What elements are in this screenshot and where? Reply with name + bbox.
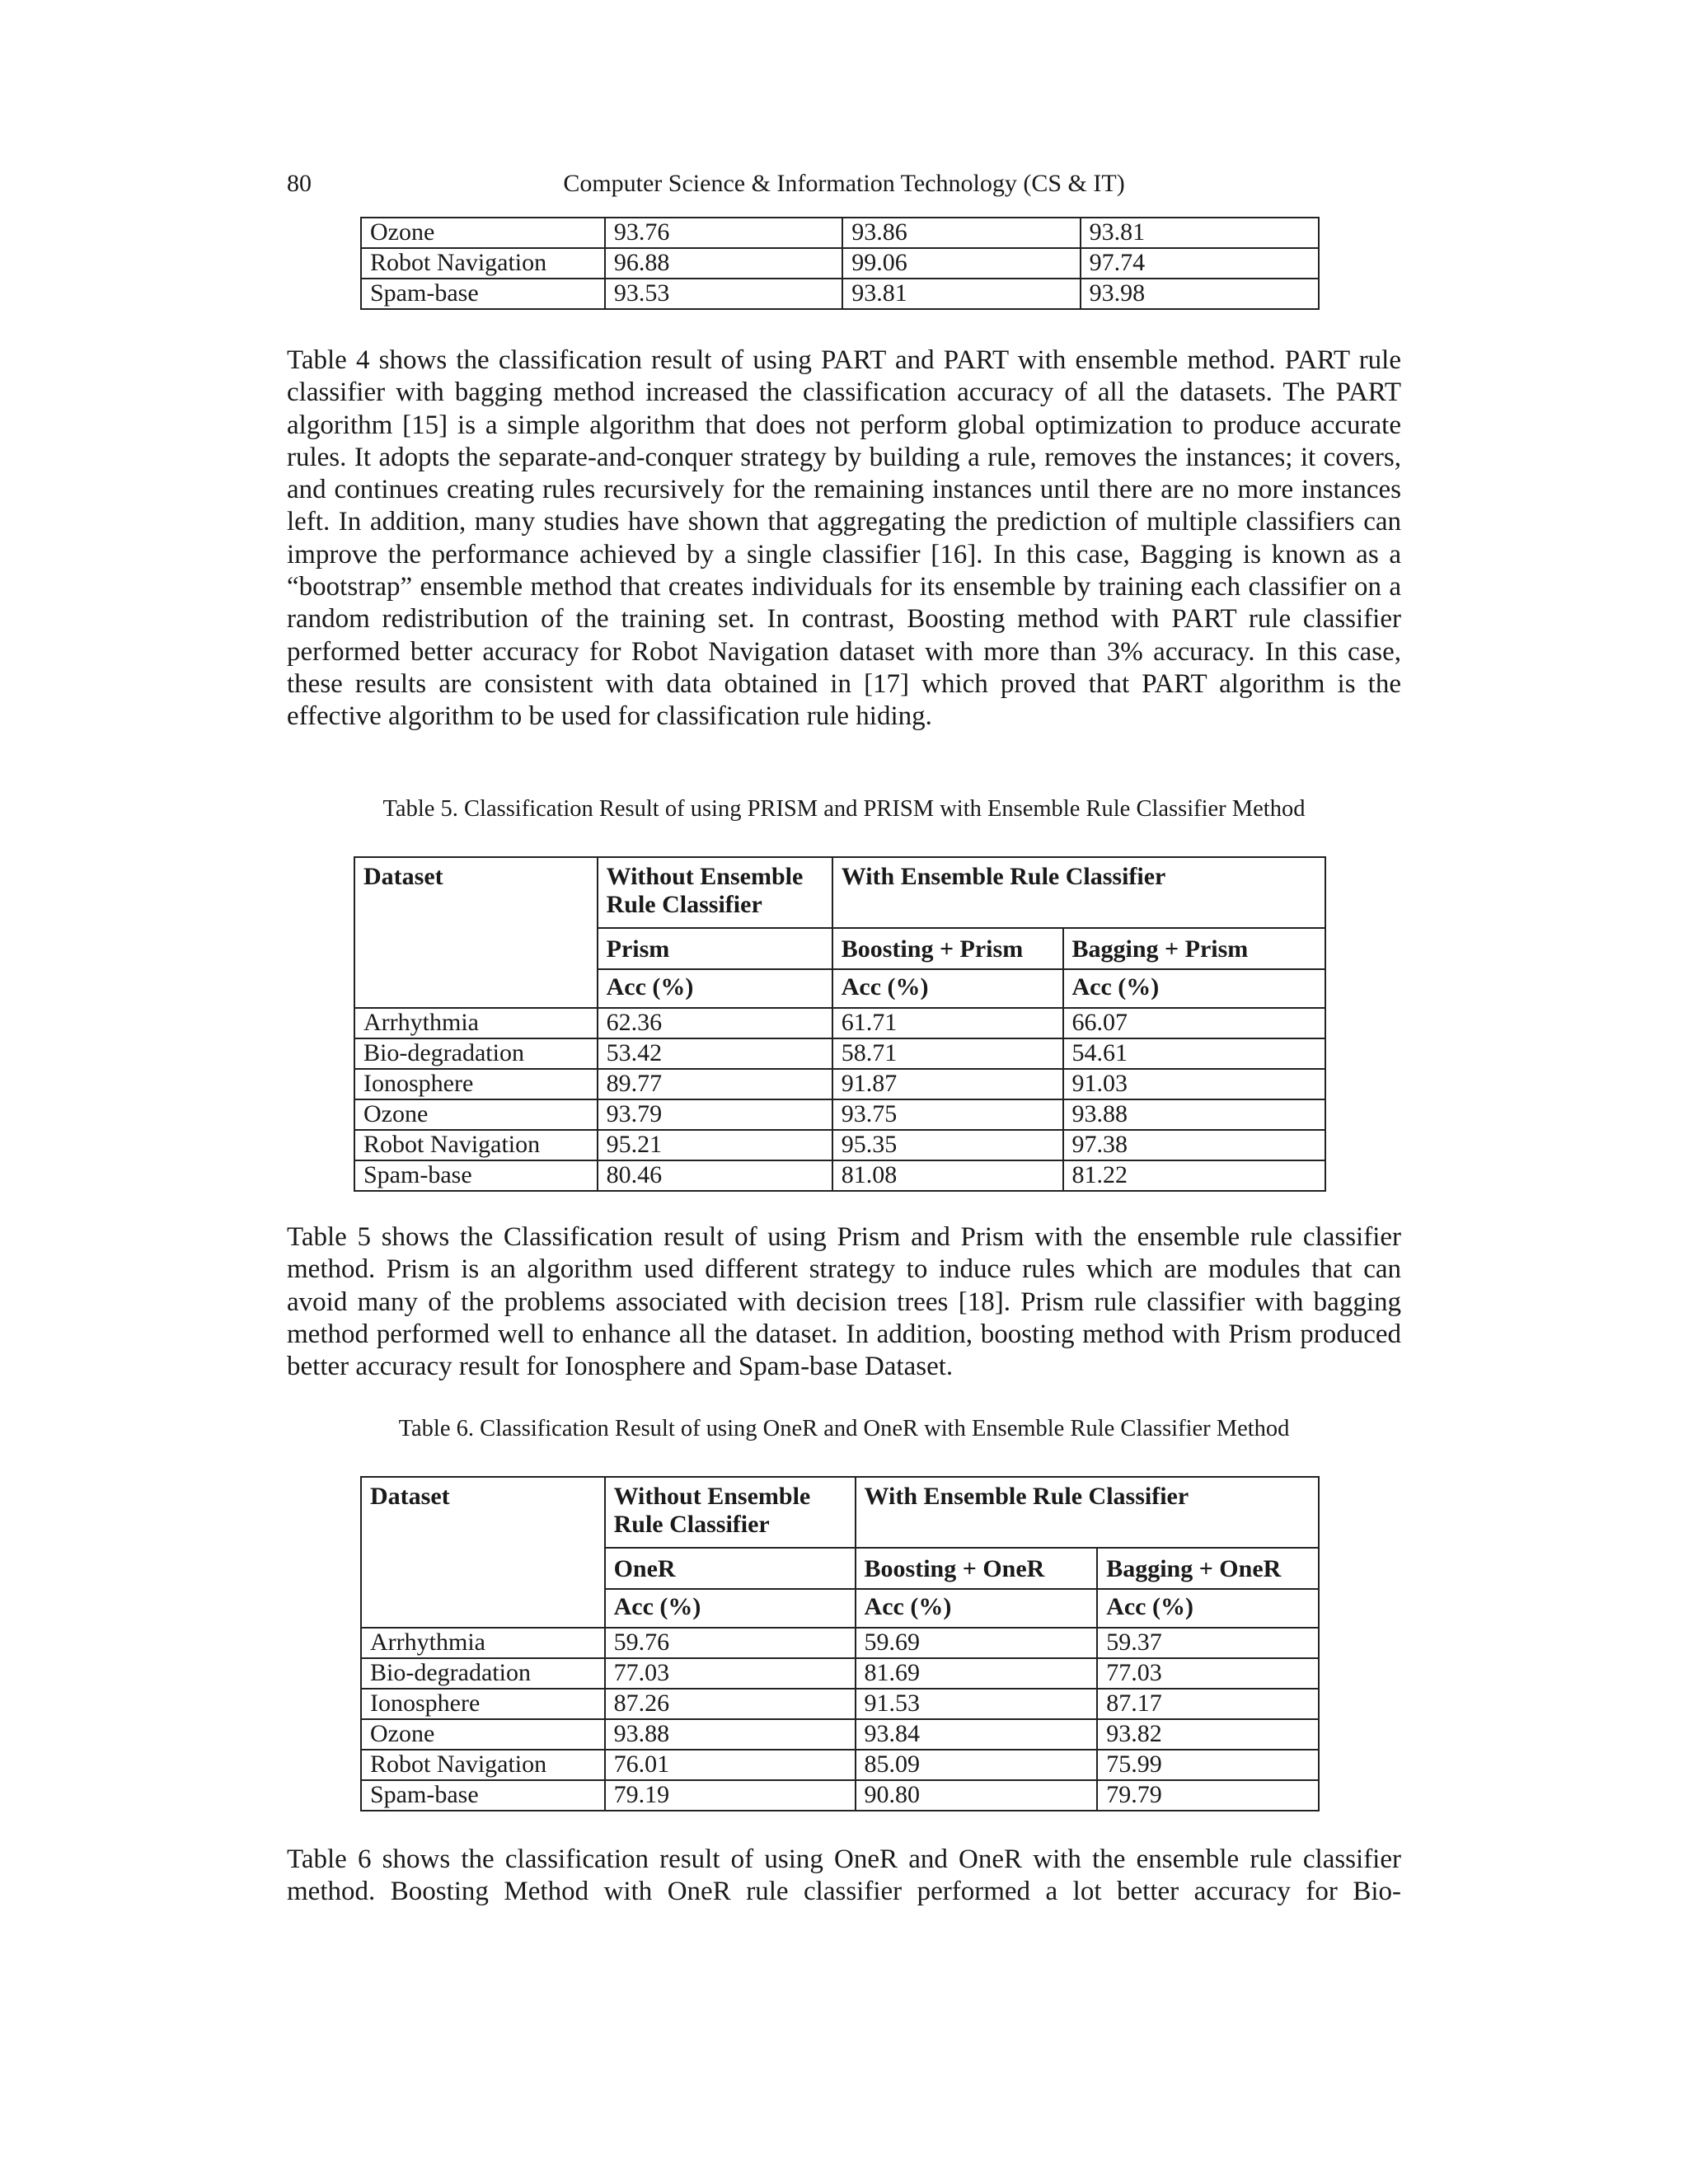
table-cell: 93.79: [598, 1099, 832, 1130]
table-cell: 59.69: [856, 1628, 1098, 1658]
table-cell: 66.07: [1063, 1008, 1326, 1038]
body-paragraph-table5: Table 5 shows the Classification result of using Prism and Prism with the ensemble rule classifier method. Prism is an algorithm used different strategy to induce rules which are modules that can avoid many of the problems associated with decision trees [18]. Prism rule classifier with bagging method performed well to enhance all the dataset. In addition, boosting method with Prism produced better accuracy result for Ionosphere and Spam-base Dataset.: [287, 1222, 1401, 1382]
table5-caption: Table 5. Classification Result of using PRISM and PRISM with Ensemble Rule Classifier Method: [382, 796, 1306, 822]
acc-header: Acc (%): [598, 969, 832, 1008]
table-row: [361, 1689, 1319, 1719]
acc-header: Acc (%): [832, 969, 1063, 1008]
table-cell: Arrhythmia: [354, 1008, 598, 1038]
table-cell: 93.53: [605, 279, 842, 309]
dataset-header: Dataset: [361, 1477, 605, 1628]
table-cell: Spam-base: [354, 1160, 598, 1191]
table-cell: 91.03: [1063, 1069, 1326, 1099]
table-row: [354, 1130, 1325, 1160]
table-cell: 87.17: [1097, 1689, 1319, 1719]
table-header-row: [361, 1477, 1319, 1548]
with-ensemble-header: With Ensemble Rule Classifier: [856, 1477, 1319, 1548]
table-row: [361, 279, 1319, 309]
table-cell: 81.08: [832, 1160, 1063, 1191]
table-cell: 93.88: [1063, 1099, 1326, 1130]
running-header: Computer Science & Information Technology (CS & IT): [563, 170, 1125, 197]
table-cell: 93.86: [842, 218, 1080, 248]
table-cell: 53.42: [598, 1038, 832, 1069]
table-cell: Robot Navigation: [354, 1130, 598, 1160]
table-cell: 96.88: [605, 248, 842, 279]
acc-header: Acc (%): [605, 1589, 856, 1628]
table-cell: 79.19: [605, 1780, 856, 1811]
table-row: [354, 1008, 1325, 1038]
table-cell: 91.87: [832, 1069, 1063, 1099]
table-cell: Ozone: [361, 218, 605, 248]
table-cell: 93.81: [842, 279, 1080, 309]
table-cell: 93.75: [832, 1099, 1063, 1130]
table-cell: 75.99: [1097, 1750, 1319, 1780]
table-cell: 95.35: [832, 1130, 1063, 1160]
acc-header: Acc (%): [856, 1589, 1098, 1628]
prism-header: Prism: [598, 928, 832, 969]
table-cell: 85.09: [856, 1750, 1098, 1780]
table-cell: Spam-base: [361, 279, 605, 309]
table-cell: 99.06: [842, 248, 1080, 279]
table-cell: Spam-base: [361, 1780, 605, 1811]
table-cell: 61.71: [832, 1008, 1063, 1038]
table-cell: 93.84: [856, 1719, 1098, 1750]
table-cell: 80.46: [598, 1160, 832, 1191]
table6-caption: Table 6. Classification Result of using OneR and OneR with Ensemble Rule Classifier Method: [398, 1416, 1290, 1441]
table-header-row: [354, 857, 1325, 928]
table-cell: Ozone: [354, 1099, 598, 1130]
table-cell: 93.81: [1081, 218, 1319, 248]
table-row: [361, 1628, 1319, 1658]
table-cell: 97.38: [1063, 1130, 1326, 1160]
table-cell: 93.88: [605, 1719, 856, 1750]
table6: [360, 1476, 1320, 1811]
table-cell: 79.79: [1097, 1780, 1319, 1811]
table-row: [361, 248, 1319, 279]
table-cell: 59.37: [1097, 1628, 1319, 1658]
table-cell: 59.76: [605, 1628, 856, 1658]
dataset-header: Dataset: [354, 857, 598, 1008]
table-cell: 77.03: [1097, 1658, 1319, 1689]
table-cell: 93.98: [1081, 279, 1319, 309]
table-row: [361, 1719, 1319, 1750]
table-cell: 54.61: [1063, 1038, 1326, 1069]
table-cell: Bio-degradation: [361, 1658, 605, 1689]
without-ensemble-header: Without Ensemble Rule Classifier: [598, 857, 832, 928]
boosting-oner-header: Boosting + OneR: [856, 1548, 1098, 1589]
table-cell: Ionosphere: [361, 1689, 605, 1719]
table-cell: 81.69: [856, 1658, 1098, 1689]
table-cell: 62.36: [598, 1008, 832, 1038]
body-paragraph-table4: Table 4 shows the classification result of using PART and PART with ensemble method. PART rule classifier with bagging method increased the classification accuracy of all the datasets. The PART algorithm [15] is a simple algorithm that does not perform global optimization to produce accurate rules. It adopts the separate-and-conquer strategy by building a rule, removes the instances; it covers, and continues creating rules recursively for the remaining instances until there are no more instances left. In addition, many studies have shown that aggregating the prediction of multiple classifiers can improve the performance achieved by a single classifier [16]. In this case, Bagging is known as a “bootstrap” ensemble method that creates individuals for its ensemble by training each classifier on a random redistribution of the training set. In contrast, Boosting method with PART rule classifier performed better accuracy for Robot Navigation dataset with more than 3% accuracy. In this case, these results are consistent with data obtained in [17] which proved that PART algorithm is the effective algorithm to be used for classification rule hiding.: [287, 345, 1401, 732]
table-cell: 87.26: [605, 1689, 856, 1719]
table-cell: 58.71: [832, 1038, 1063, 1069]
table-cell: Bio-degradation: [354, 1038, 598, 1069]
oner-header: OneR: [605, 1548, 856, 1589]
table-row: [354, 1160, 1325, 1191]
table-row: [361, 1780, 1319, 1811]
table-row: [354, 1038, 1325, 1069]
table-row: [354, 1069, 1325, 1099]
table-row: [361, 1750, 1319, 1780]
table-cell: 81.22: [1063, 1160, 1326, 1191]
table-cell: Arrhythmia: [361, 1628, 605, 1658]
bagging-oner-header: Bagging + OneR: [1097, 1548, 1319, 1589]
boosting-prism-header: Boosting + Prism: [832, 928, 1063, 969]
table-cell: 89.77: [598, 1069, 832, 1099]
table-row: [361, 1658, 1319, 1689]
with-ensemble-header: With Ensemble Rule Classifier: [832, 857, 1325, 928]
table-cell: 95.21: [598, 1130, 832, 1160]
table-cell: Ionosphere: [354, 1069, 598, 1099]
table-cell: Robot Navigation: [361, 248, 605, 279]
table-cell: 76.01: [605, 1750, 856, 1780]
table4-fragment: [360, 217, 1320, 310]
table-cell: 97.74: [1081, 248, 1319, 279]
table-cell: Ozone: [361, 1719, 605, 1750]
table-cell: 91.53: [856, 1689, 1098, 1719]
body-paragraph-table6: Table 6 shows the classification result of using OneR and OneR with the ensemble rule classifier method. Boosting Method with OneR rule classifier performed a lot better accuracy for Bio-: [287, 1844, 1401, 1907]
table5: [354, 856, 1326, 1192]
table-row: [361, 218, 1319, 248]
acc-header: Acc (%): [1063, 969, 1326, 1008]
table-cell: Robot Navigation: [361, 1750, 605, 1780]
table-cell: 93.82: [1097, 1719, 1319, 1750]
without-ensemble-header: Without Ensemble Rule Classifier: [605, 1477, 856, 1548]
bagging-prism-header: Bagging + Prism: [1063, 928, 1326, 969]
page-number: 80: [287, 170, 312, 197]
table-cell: 93.76: [605, 218, 842, 248]
acc-header: Acc (%): [1097, 1589, 1319, 1628]
table-cell: 90.80: [856, 1780, 1098, 1811]
table-row: [354, 1099, 1325, 1130]
table-cell: 77.03: [605, 1658, 856, 1689]
